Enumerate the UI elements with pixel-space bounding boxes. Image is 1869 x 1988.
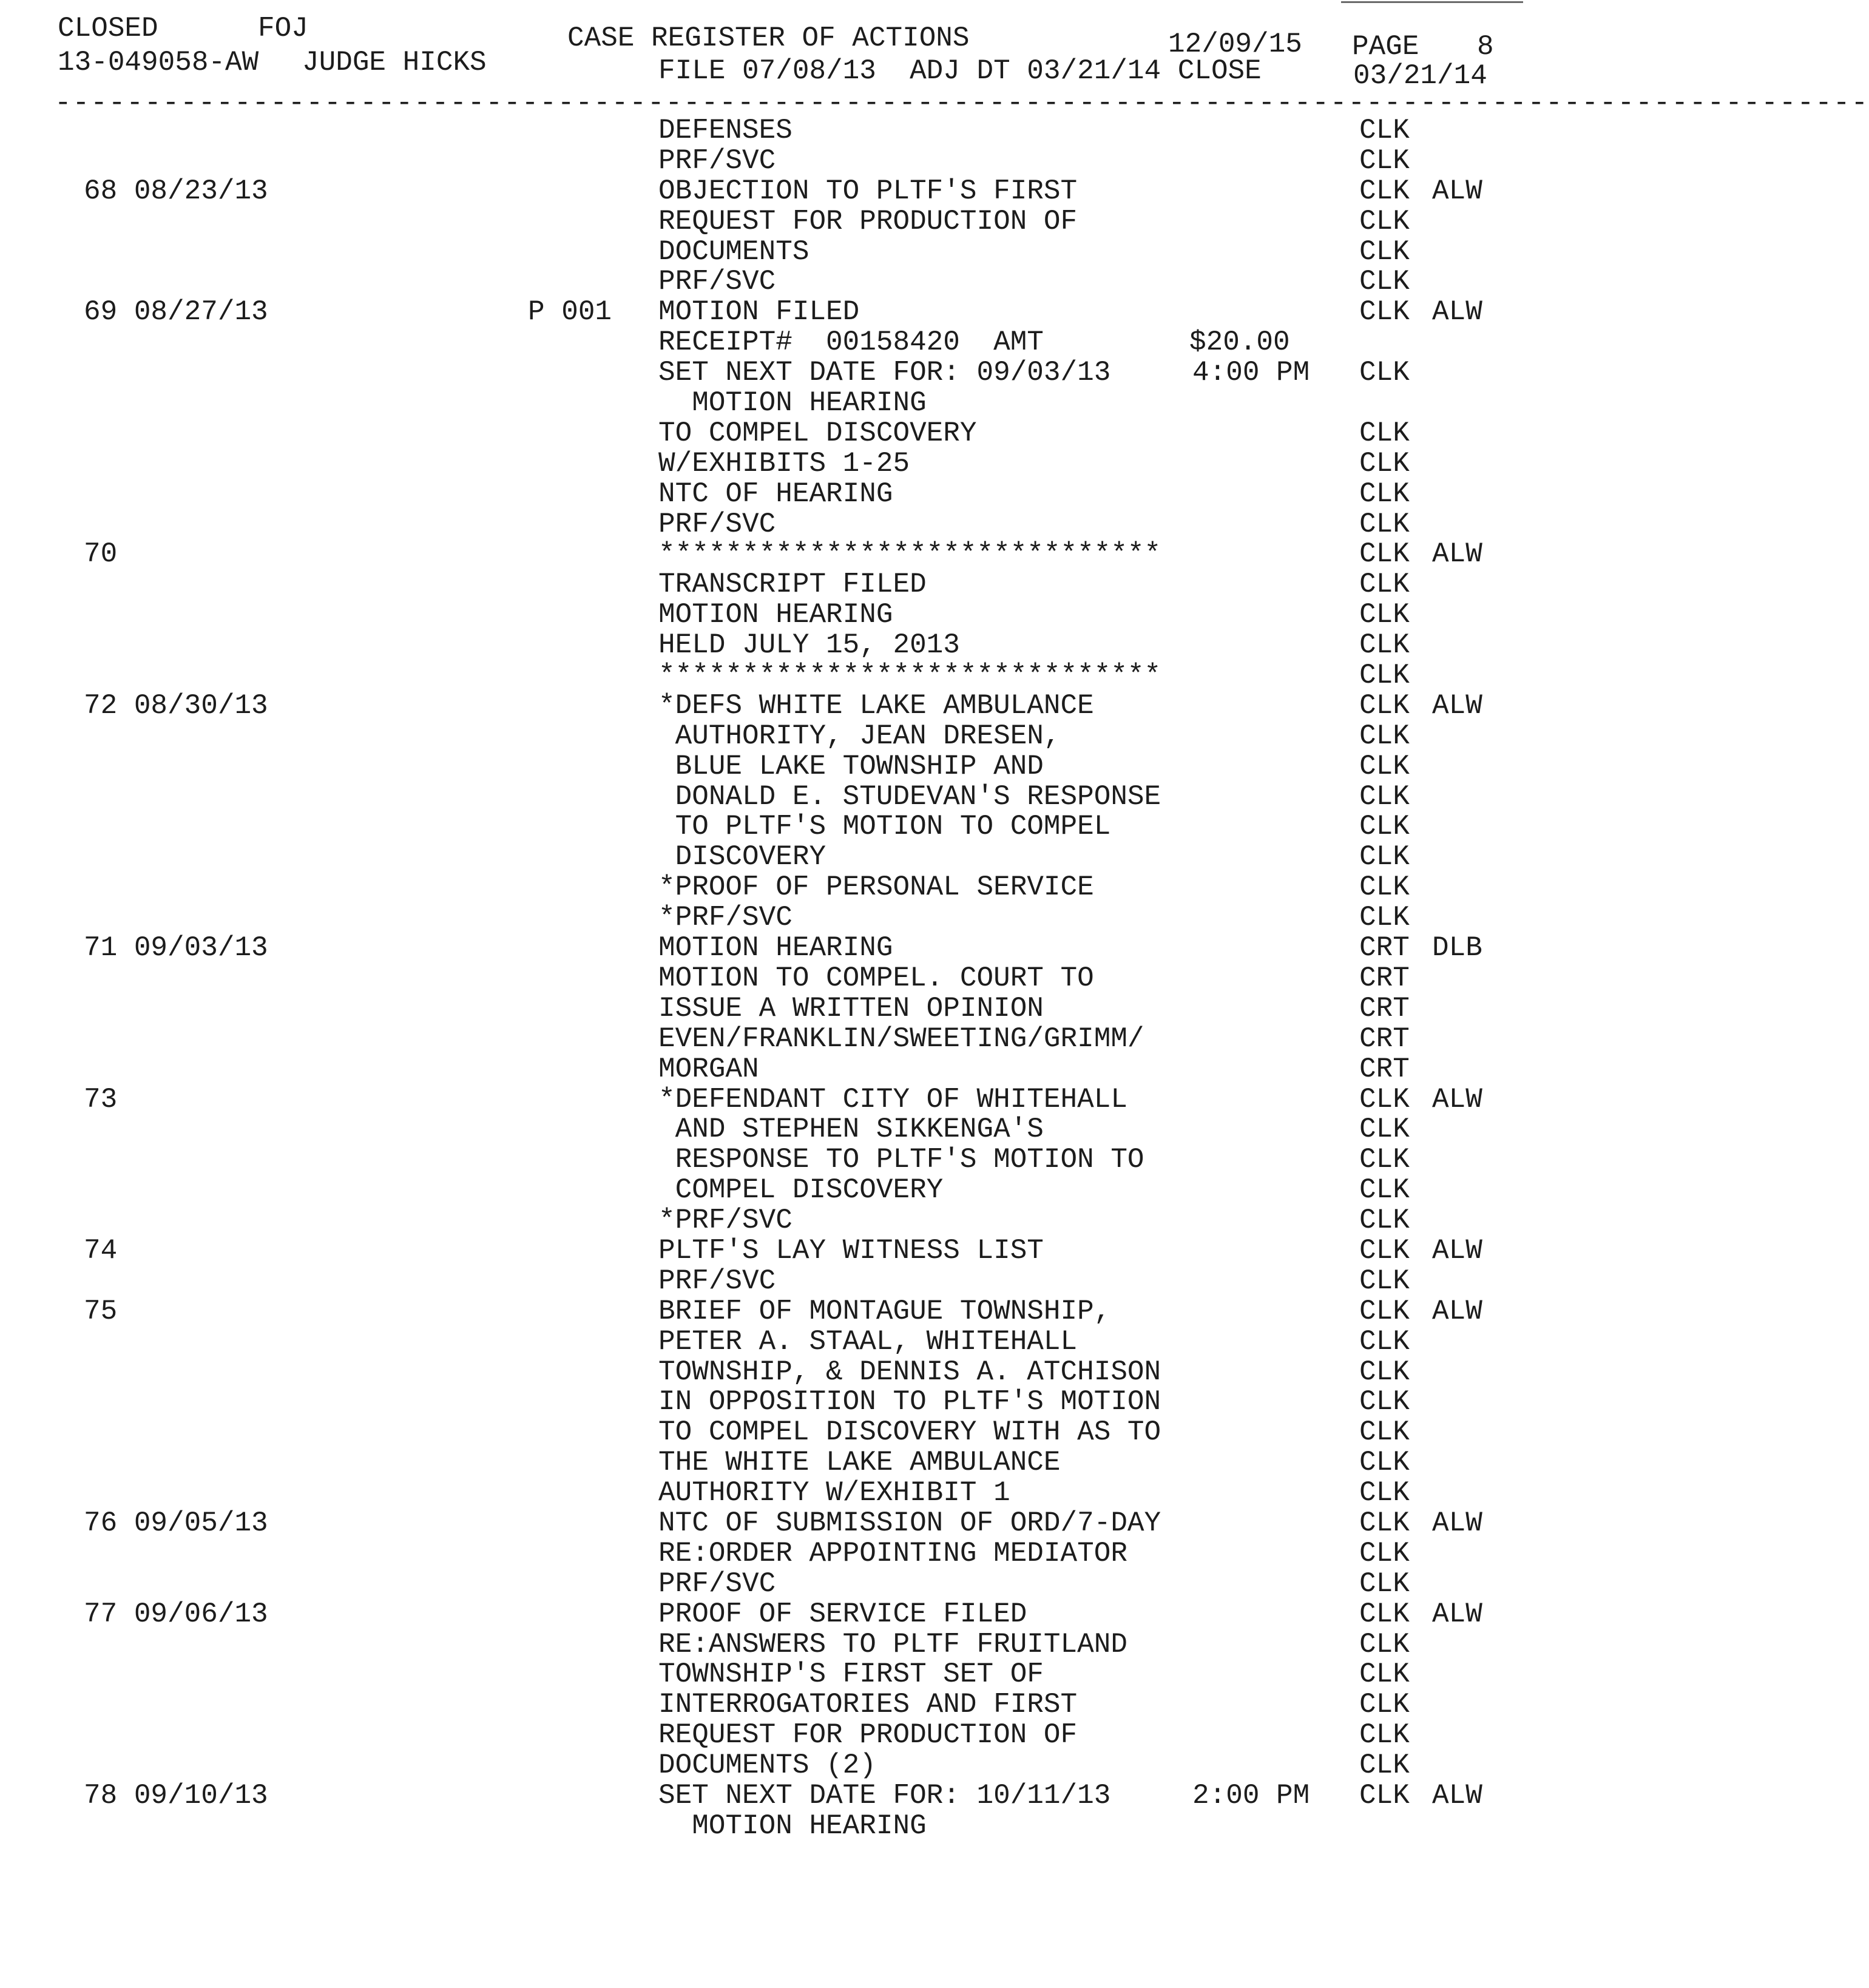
entry-text: PETER A. STAAL, WHITEHALL	[658, 1325, 1078, 1357]
entry-clerk: CLK	[1359, 1779, 1410, 1811]
entry-number-date: 77 09/06/13	[84, 1598, 268, 1630]
register-row	[0, 993, 1533, 1024]
entry-user: ALW	[1432, 689, 1482, 722]
entry-clerk: CLK	[1359, 1386, 1410, 1418]
entry-clerk: CLK	[1359, 1083, 1410, 1115]
entry-text: BLUE LAKE TOWNSHIP AND	[658, 750, 1044, 782]
entry-clerk: CLK	[1359, 750, 1410, 782]
register-row	[0, 902, 1533, 933]
entry-text: EVEN/FRANKLIN/SWEETING/GRIMM/	[658, 1023, 1144, 1055]
entry-text: DONALD E. STUDEVAN'S RESPONSE	[658, 780, 1161, 813]
entry-user: ALW	[1432, 1598, 1482, 1630]
entry-text: ISSUE A WRITTEN OPINION	[658, 992, 1044, 1024]
register-row	[0, 1508, 1533, 1538]
entry-clerk: CLK	[1359, 1689, 1410, 1721]
entry-clerk: CLK	[1359, 841, 1410, 873]
register-row	[0, 782, 1533, 812]
print-date: 12/09/15	[1168, 29, 1302, 60]
entry-user: DLB	[1432, 932, 1482, 964]
register-row	[0, 872, 1533, 902]
entry-text: ******************************	[658, 538, 1161, 570]
entry-amount: $20.00	[1189, 326, 1290, 359]
entry-text: PRF/SVC	[658, 144, 776, 177]
entry-clerk: CLK	[1359, 205, 1410, 237]
entry-text: MOTION HEARING	[658, 599, 893, 631]
register-row	[0, 1387, 1533, 1417]
register-row	[0, 600, 1533, 630]
entry-clerk: CLK	[1359, 508, 1410, 540]
entry-clerk: CLK	[1359, 871, 1410, 904]
entry-clerk: CLK	[1359, 902, 1410, 934]
page-number: 8	[1477, 31, 1494, 63]
entry-text: COMPEL DISCOVERY	[658, 1174, 944, 1206]
entry-text: AUTHORITY W/EXHIBIT 1	[658, 1477, 1010, 1509]
entry-text: TO COMPEL DISCOVERY WITH AS TO	[658, 1416, 1161, 1449]
register-row	[0, 933, 1533, 963]
entry-text: DOCUMENTS (2)	[658, 1750, 876, 1782]
register-row	[0, 479, 1533, 509]
entry-clerk: CLK	[1359, 175, 1410, 207]
case-type: FOJ	[258, 13, 308, 44]
close-date: 03/21/14	[1353, 60, 1487, 92]
entry-clerk: CRT	[1359, 1053, 1410, 1085]
register-row	[0, 237, 1533, 267]
entry-text: RESPONSE TO PLTF'S MOTION TO	[658, 1144, 1144, 1176]
entry-text: TO COMPEL DISCOVERY	[658, 417, 977, 449]
entry-user: ALW	[1432, 1507, 1482, 1539]
register-row	[0, 630, 1533, 660]
entry-clerk: CLK	[1359, 660, 1410, 692]
entry-clerk: CLK	[1359, 1416, 1410, 1449]
case-dates: FILE 07/08/13 ADJ DT 03/21/14 CLOSE	[658, 55, 1262, 87]
entry-clerk: CLK	[1359, 1205, 1410, 1237]
entry-clerk: CLK	[1359, 115, 1410, 146]
register-row	[0, 1720, 1533, 1750]
entry-text: RE:ANSWERS TO PLTF FRUITLAND	[658, 1628, 1127, 1660]
entry-text: TO PLTF'S MOTION TO COMPEL	[658, 811, 1111, 843]
register-row	[0, 1236, 1533, 1266]
entry-clerk: CLK	[1359, 1144, 1410, 1176]
entry-clerk: CRT	[1359, 1023, 1410, 1055]
entry-clerk: CLK	[1359, 1477, 1410, 1509]
entry-clerk: CLK	[1359, 1356, 1410, 1388]
entry-user: ALW	[1432, 1083, 1482, 1115]
entry-clerk: CLK	[1359, 599, 1410, 631]
entry-number-date: 76 09/05/13	[84, 1507, 268, 1539]
register-row	[0, 1084, 1533, 1115]
entry-number-date: 71 09/03/13	[84, 932, 268, 964]
register-row	[0, 1599, 1533, 1629]
entry-text: *DEFENDANT CITY OF WHITEHALL	[658, 1083, 1127, 1115]
entry-user: ALW	[1432, 175, 1482, 207]
entry-clerk: CLK	[1359, 1265, 1410, 1297]
entry-text: NTC OF SUBMISSION OF ORD/7-DAY	[658, 1507, 1161, 1539]
entry-clerk: CLK	[1359, 1658, 1410, 1691]
entry-clerk: CLK	[1359, 780, 1410, 813]
entry-number-date: 70	[84, 538, 118, 570]
entry-clerk: CLK	[1359, 1598, 1410, 1630]
entry-clerk: CLK	[1359, 1750, 1410, 1782]
entry-time: 4:00 PM	[1192, 357, 1310, 389]
entry-text: DEFENSES	[658, 115, 793, 146]
register-row	[0, 721, 1533, 751]
register-row	[0, 1538, 1533, 1569]
register-row	[0, 842, 1533, 872]
entry-text: *PROOF OF PERSONAL SERVICE	[658, 871, 1094, 904]
register-row	[0, 1780, 1533, 1811]
entry-text: HELD JULY 15, 2013	[658, 629, 960, 661]
case-status: CLOSED	[58, 13, 158, 44]
entry-clerk: CLK	[1359, 1567, 1410, 1600]
register-row	[0, 1659, 1533, 1689]
entry-text: BRIEF OF MONTAGUE TOWNSHIP,	[658, 1295, 1111, 1327]
entry-text: RECEIPT# 00158420 AMT	[658, 326, 1044, 359]
entry-clerk: CRT	[1359, 992, 1410, 1024]
register-row	[0, 1114, 1533, 1144]
register-row	[0, 660, 1533, 691]
entry-number-date: 69 08/27/13	[84, 296, 268, 328]
entry-number-date: 75	[84, 1295, 118, 1327]
entry-text: W/EXHIBITS 1-25	[658, 447, 910, 479]
entry-number-date: 72 08/30/13	[84, 689, 268, 722]
entry-text: REQUEST FOR PRODUCTION OF	[658, 1719, 1078, 1751]
entry-clerk: CLK	[1359, 1325, 1410, 1357]
register-row	[0, 1750, 1533, 1780]
register-row	[0, 691, 1533, 721]
register-row	[0, 1144, 1533, 1175]
entry-text: MOTION HEARING	[658, 387, 927, 419]
entry-text: PRF/SVC	[658, 1265, 776, 1297]
entry-text: MOTION HEARING	[658, 932, 893, 964]
entry-code: P 001	[528, 296, 612, 328]
entry-text: ******************************	[658, 660, 1161, 692]
register-row	[0, 388, 1533, 418]
register-row	[0, 146, 1533, 176]
register-row	[0, 357, 1533, 388]
register-row	[0, 539, 1533, 569]
entry-text: AND STEPHEN SIKKENGA'S	[658, 1114, 1044, 1146]
entry-clerk: CLK	[1359, 720, 1410, 752]
register-row	[0, 1205, 1533, 1236]
register-row	[0, 297, 1533, 327]
entry-clerk: CLK	[1359, 1114, 1410, 1146]
entry-clerk: CLK	[1359, 538, 1410, 570]
entry-number-date: 74	[84, 1234, 118, 1266]
entry-user: ALW	[1432, 538, 1482, 570]
header-separator: -----------------------------------------------------------------------------------------------------	[55, 87, 1869, 119]
entry-clerk: CLK	[1359, 296, 1410, 328]
entry-user: ALW	[1432, 296, 1482, 328]
register-row	[0, 1811, 1533, 1841]
register-entries	[0, 115, 1533, 1841]
entry-clerk: CLK	[1359, 144, 1410, 177]
entry-text: SET NEXT DATE FOR: 10/11/13	[658, 1779, 1111, 1811]
register-title: CASE REGISTER OF ACTIONS	[567, 22, 970, 54]
register-row	[0, 266, 1533, 297]
entry-text: PRF/SVC	[658, 508, 776, 540]
entry-clerk: CLK	[1359, 417, 1410, 449]
register-row	[0, 176, 1533, 206]
entry-text: *DEFS WHITE LAKE AMBULANCE	[658, 689, 1094, 722]
entry-text: MOTION HEARING	[658, 1810, 927, 1842]
entry-text: MOTION TO COMPEL. COURT TO	[658, 962, 1094, 994]
entry-clerk: CLK	[1359, 1174, 1410, 1206]
entry-clerk: CLK	[1359, 266, 1410, 298]
entry-text: OBJECTION TO PLTF'S FIRST	[658, 175, 1078, 207]
entry-text: MORGAN	[658, 1053, 759, 1085]
entry-text: DOCUMENTS	[658, 235, 809, 268]
register-row	[0, 751, 1533, 782]
register-row	[0, 1357, 1533, 1387]
entry-number-date: 73	[84, 1083, 118, 1115]
entry-text: PLTF'S LAY WITNESS LIST	[658, 1234, 1044, 1266]
register-row	[0, 206, 1533, 237]
register-row	[0, 1296, 1533, 1327]
entry-clerk: CLK	[1359, 1447, 1410, 1479]
entry-clerk: CLK	[1359, 357, 1410, 389]
entry-text: REQUEST FOR PRODUCTION OF	[658, 205, 1078, 237]
register-row	[0, 963, 1533, 993]
entry-clerk: CLK	[1359, 569, 1410, 601]
entry-clerk: CLK	[1359, 235, 1410, 268]
entry-clerk: CLK	[1359, 1628, 1410, 1660]
register-row	[0, 327, 1533, 357]
entry-text: PROOF OF SERVICE FILED	[658, 1598, 1027, 1630]
entry-clerk: CRT	[1359, 962, 1410, 994]
entry-text: *PRF/SVC	[658, 1205, 793, 1237]
entry-clerk: CRT	[1359, 932, 1410, 964]
register-row	[0, 1629, 1533, 1660]
entry-text: SET NEXT DATE FOR: 09/03/13	[658, 357, 1111, 389]
entry-clerk: CLK	[1359, 689, 1410, 722]
entry-text: THE WHITE LAKE AMBULANCE	[658, 1447, 1061, 1479]
register-row	[0, 1478, 1533, 1508]
entry-text: MOTION FILED	[658, 296, 860, 328]
entry-text: PRF/SVC	[658, 1567, 776, 1600]
entry-text: IN OPPOSITION TO PLTF'S MOTION	[658, 1386, 1161, 1418]
entry-text: AUTHORITY, JEAN DRESEN,	[658, 720, 1061, 752]
page-label: PAGE	[1352, 31, 1419, 63]
entry-clerk: CLK	[1359, 1295, 1410, 1327]
entry-text: TOWNSHIP'S FIRST SET OF	[658, 1658, 1044, 1691]
register-row	[0, 569, 1533, 600]
register-row	[0, 1689, 1533, 1720]
entry-text: TOWNSHIP, & DENNIS A. ATCHISON	[658, 1356, 1161, 1388]
entry-text: TRANSCRIPT FILED	[658, 569, 927, 601]
entry-text: *PRF/SVC	[658, 902, 793, 934]
entry-number-date: 68 08/23/13	[84, 175, 268, 207]
register-row	[0, 418, 1533, 448]
register-row	[0, 1175, 1533, 1205]
register-row	[0, 1327, 1533, 1357]
entry-text: INTERROGATORIES AND FIRST	[658, 1689, 1078, 1721]
entry-clerk: CLK	[1359, 811, 1410, 843]
register-row	[0, 1024, 1533, 1054]
register-row	[0, 1569, 1533, 1599]
entry-clerk: CLK	[1359, 1507, 1410, 1539]
register-row	[0, 448, 1533, 479]
entry-text: PRF/SVC	[658, 266, 776, 298]
register-row	[0, 1417, 1533, 1447]
entry-clerk: CLK	[1359, 629, 1410, 661]
entry-clerk: CLK	[1359, 1234, 1410, 1266]
entry-clerk: CLK	[1359, 447, 1410, 479]
scan-mark-line	[1341, 1, 1523, 3]
register-row	[0, 115, 1533, 146]
entry-number-date: 78 09/10/13	[84, 1779, 268, 1811]
entry-user: ALW	[1432, 1779, 1482, 1811]
register-row	[0, 1447, 1533, 1478]
case-number: 13-049058-AW	[58, 47, 259, 78]
entry-user: ALW	[1432, 1295, 1482, 1327]
judge-name: JUDGE HICKS	[302, 47, 487, 78]
entry-clerk: CLK	[1359, 1537, 1410, 1569]
entry-user: ALW	[1432, 1234, 1482, 1266]
register-row	[0, 811, 1533, 842]
register-row	[0, 1054, 1533, 1084]
entry-text: DISCOVERY	[658, 841, 826, 873]
entry-clerk: CLK	[1359, 478, 1410, 510]
register-row	[0, 1266, 1533, 1296]
entry-time: 2:00 PM	[1192, 1779, 1310, 1811]
entry-clerk: CLK	[1359, 1719, 1410, 1751]
entry-text: NTC OF HEARING	[658, 478, 893, 510]
register-row	[0, 509, 1533, 539]
entry-text: RE:ORDER APPOINTING MEDIATOR	[658, 1537, 1127, 1569]
